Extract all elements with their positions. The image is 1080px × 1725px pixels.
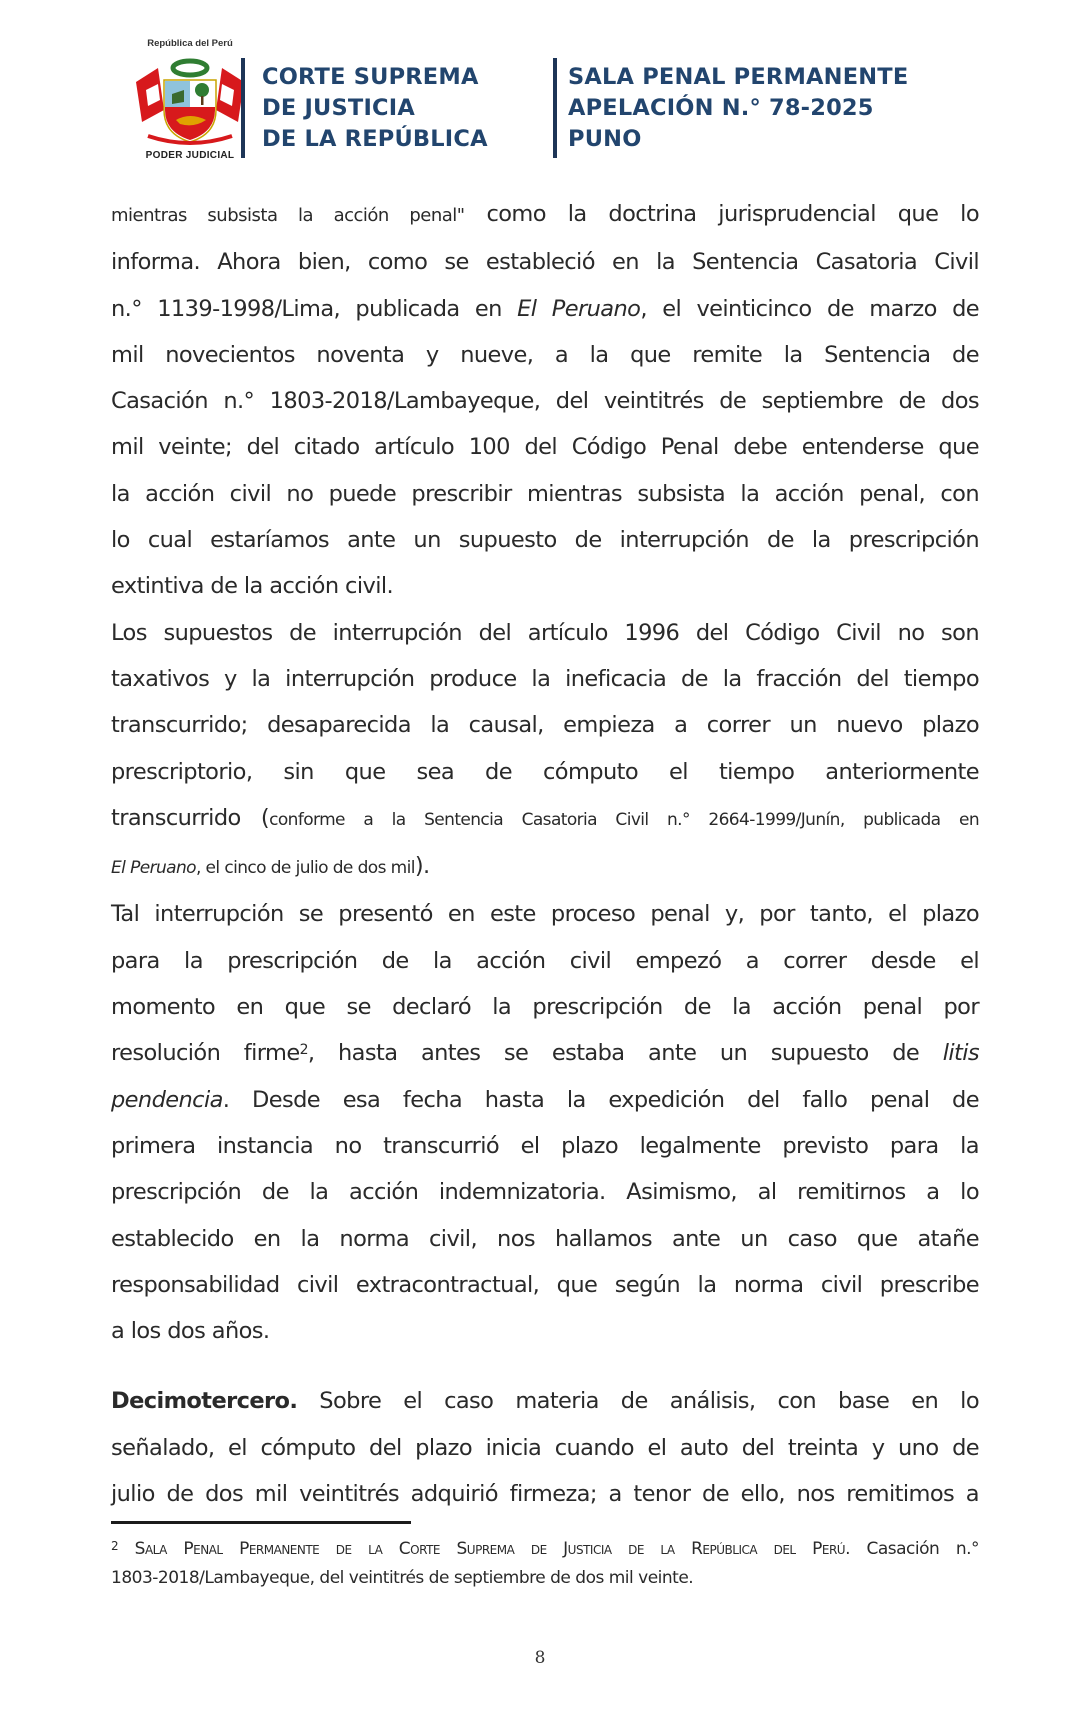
paragraph-1: mientras subsista la acción penal" como la doctrina jurisprudencial que lo informa. Ahora bien, como se estableció en la Sentencia Casatoria Civil n.° 1139-1998/Lima, publicada en El Peruano, el veinticinco de marzo de mil novecientos noventa y nueve, a la que remite la Sentencia de Casación n.° 1803-2018/Lambayeque, del veintitrés de septiembre de dos mil veinte; del citado artículo 100 del Código Penal debe entenderse que la acción civil no puede prescribir mientras subsista la acción penal, con lo cual estaríamos ante un supuesto de interrupción de la prescripción extintiva de la acción civil.: [111, 201, 980, 600]
document-header: [0, 0, 1080, 170]
appeal-number: APELACIÓN N.° 78-2025: [568, 95, 874, 121]
footnote-mark: 2: [111, 1539, 119, 1553]
chamber-name: SALA PENAL PERMANENTE: [568, 64, 909, 90]
quote-fragment: mientras subsista la acción penal": [111, 205, 465, 226]
page-number: 8: [534, 1648, 546, 1668]
seal-top-caption: República del Perú: [147, 38, 233, 49]
publication-name: El Peruano: [111, 858, 196, 879]
institution-line-1: CORTE SUPREMA: [262, 64, 479, 90]
paragraph-3: Tal interrupción se presentó en este proceso penal y, por tanto, el plazo para la prescripción de la acción civil empezó a correr desde el momento en que se declaró la prescripción de la acción penal por resolución firme$^2$, hasta antes se estaba ante un supuesto de litis pendencia. Desde esa fecha hasta la expedición del fallo penal de primera instancia no transcurrió el plazo legalmente previsto para la prescripción de la acción indemnizatoria. Asimismo, al remitirnos a lo establecido en la norma civil, nos hallamos ante un caso que atañe responsabilidad civil extracontractual, que según la norma civil prescribe a los dos años.: [111, 901, 979, 1345]
paragraph-2: Los supuestos de interrupción del artículo 1996 del Código Civil no son taxativos y la interrupción produce la ineficacia de la fracción del tiempo transcurrido; desaparecida la causal, empieza a correr un nuevo plazo prescriptorio, sin que sea de cómputo el tiempo anteriormente transcurrido (conforme a la Sentencia Casatoria Civil n.° 2664-1999/Junín, publicada en El Peruano, el cinco de julio de dos mil).: [111, 619, 979, 880]
institution-name: [262, 62, 488, 155]
paragraph-4: Decimotercero. Sobre el caso materia de análisis, con base en lo señalado, el cómputo del plazo inicia cuando el auto del treinta y uno de julio de dos mil veintitrés adquirió firmeza; a tenor de ello, nos remitimos a: [111, 1388, 979, 1508]
header-divider-right: [553, 58, 557, 158]
citation-note: conforme a la Sentencia Casatoria Civil n.° 2664-1999/Junín, publicada en: [269, 809, 979, 830]
header-divider-left: [241, 58, 245, 158]
institution-line-3: DE LA REPÚBLICA: [262, 126, 488, 152]
peru-coat-of-arms-icon: [128, 50, 252, 150]
publication-name: El Peruano: [517, 295, 641, 322]
seal-bottom-caption: PODER JUDICIAL: [145, 150, 235, 161]
footnote: $^2$ Sala Penal Permanente de la Corte Suprema de Justicia de la República del Perú. Casación n.° 1803-2018/Lambayeque, del veintitrés de septiembre de dos mil veinte.: [111, 1539, 980, 1588]
poder-judicial-seal: [120, 38, 260, 163]
case-identifier: [568, 62, 908, 155]
institution-line-2: DE JUSTICIA: [262, 95, 415, 121]
section-heading: Decimotercero.: [111, 1388, 298, 1415]
document-body: [111, 191, 979, 1517]
jurisdiction: PUNO: [568, 126, 642, 152]
paragraph-spacer: [111, 1354, 979, 1378]
footnote-separator: [111, 1521, 411, 1524]
footnote-reference[interactable]: 2: [299, 1042, 308, 1059]
